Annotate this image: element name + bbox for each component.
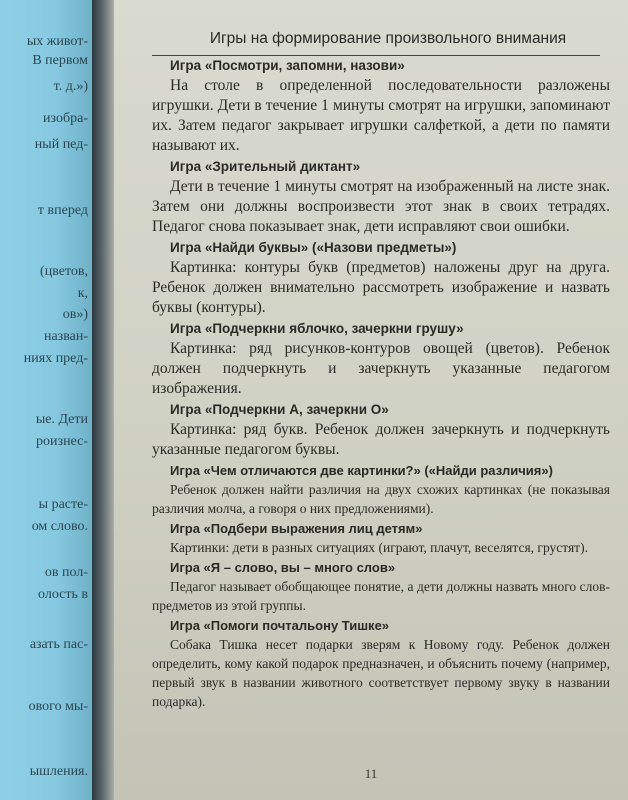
- game-description: На столе в определенной последовательности разложены игрушки. Дети в течение 1 минуты смотрят на игрушки, запоминают их. Затем педагог закрывает игрушки салфеткой, а дети по памяти называют их.: [152, 77, 610, 154]
- left-page-fragment: ового мы-: [28, 699, 88, 714]
- left-page-fragment: роизнес-: [36, 434, 88, 449]
- game-section: [152, 56, 610, 156]
- game-section: [152, 400, 610, 460]
- game-section: [152, 238, 610, 318]
- right-page: [114, 0, 628, 800]
- game-title: Игра «Посмотри, запомни, назови»: [170, 58, 405, 73]
- left-page-fragment: изобра-: [43, 111, 88, 126]
- game-description: Педагог называет обобщающее понятие, а дети должны назвать много слов-предметов из этой группы.: [152, 579, 610, 613]
- game-title: Игра «Зрительный диктант»: [170, 159, 361, 174]
- left-page-fragment: ы расте-: [38, 497, 88, 512]
- game-section: [152, 461, 610, 518]
- game-description: Картинки: дети в разных ситуациях (играют, плачут, веселятся, грустят).: [170, 540, 588, 555]
- game-description: Ребенок должен найти различия на двух схожих картинках (не показывая различия молча, а говоря о них предложениями).: [152, 482, 610, 516]
- left-page-fragment: ов пол-: [44, 565, 88, 580]
- game-section: [152, 558, 610, 615]
- left-page-fragment: В первом: [32, 53, 88, 68]
- games-list: [152, 56, 610, 711]
- left-page-fragment: ые. Дети: [35, 412, 88, 427]
- game-title: Игра «Чем отличаются две картинки?» («Найди различия»): [170, 463, 553, 478]
- game-title: Игра «Я – слово, вы – много слов»: [170, 560, 396, 575]
- game-title: Игра «Подчеркни А, зачеркни О»: [170, 402, 389, 417]
- left-page-fragment: (цветов,: [40, 264, 88, 279]
- left-page-fragment: ный пед-: [34, 137, 88, 152]
- book-gutter: [92, 0, 114, 800]
- left-page-fragment: т вперед: [37, 203, 88, 218]
- game-title: Игра «Найди буквы» («Назови предметы»): [170, 240, 457, 255]
- game-description: Картинка: ряд букв. Ребенок должен зачеркнуть и подчеркнуть указанные педагогом буквы.: [152, 421, 610, 458]
- left-page-fragment: ом слово.: [31, 519, 88, 534]
- page-number: 11: [364, 766, 378, 781]
- left-page-fragment: к,: [77, 286, 88, 301]
- left-page-fragment: ых живот-: [26, 34, 88, 49]
- game-description: Картинка: контуры букв (предметов) наложены друг на друга. Ребенок должен внимательно рассмотреть изображение и назвать буквы (контуры).: [152, 259, 610, 316]
- running-head: Игры на формирование произвольного внимания: [209, 30, 567, 47]
- game-description: Дети в течение 1 минуты смотрят на изображенный на листе знак. Затем они должны воспроизвести этот знак в своих тетрадях. Педагог снова показывает знак, дети исправляют свои ошибки.: [152, 178, 610, 235]
- game-description: Картинка: ряд рисунков-контуров овощей (цветов). Ребенок должен подчеркнуть и зачеркнуть указанные педагогом изображения.: [152, 340, 610, 397]
- game-section: [152, 157, 610, 237]
- left-page-fragment: ниях пред-: [23, 351, 88, 366]
- left-page-fragment: ов»): [62, 307, 88, 322]
- game-description: Собака Тишка несет подарки зверям к Новому году. Ребенок должен определить, кому какой подарок предназначен, и объяснить почему (например, первый звук в названии животного соответствует первому звуку в названии подарка).: [152, 637, 610, 709]
- left-page-fragment: олость в: [38, 587, 88, 602]
- header-rule: [152, 55, 600, 56]
- game-title: Игра «Подбери выражения лиц детям»: [170, 521, 423, 536]
- left-page-fragment: назван-: [43, 329, 88, 344]
- game-title: Игра «Помоги почтальону Тишке»: [170, 618, 390, 633]
- game-section: [152, 319, 610, 399]
- left-page-fragment: т. д.»): [53, 79, 88, 94]
- game-section: [152, 519, 610, 557]
- game-section: [152, 616, 610, 711]
- left-page-fragment: ышления.: [29, 764, 88, 779]
- left-page-fragment: азать пас-: [29, 637, 88, 652]
- left-page: [0, 0, 92, 800]
- game-title: Игра «Подчеркни яблочко, зачеркни грушу»: [170, 321, 464, 336]
